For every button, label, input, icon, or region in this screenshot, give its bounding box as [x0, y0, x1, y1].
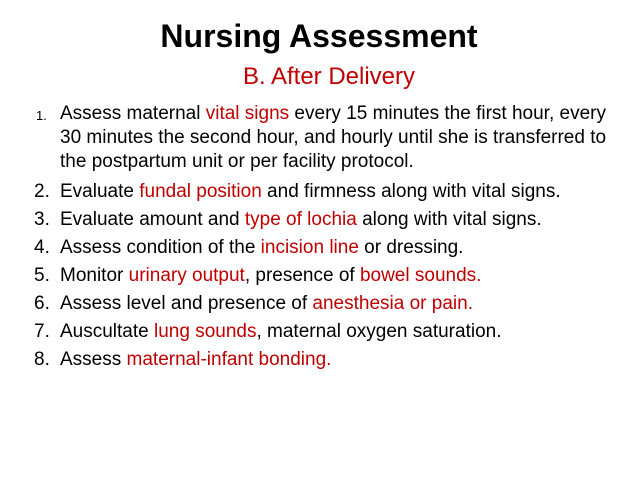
- item-text: Evaluate amount and: [60, 209, 245, 230]
- list-item-8: [34, 348, 624, 372]
- item-text: , maternal oxygen saturation.: [256, 321, 502, 342]
- item-highlight: bowel sounds.: [359, 265, 482, 286]
- item-text: Assess: [60, 349, 127, 370]
- item-text: , presence of: [244, 265, 360, 286]
- item-highlight: urinary output: [128, 265, 245, 286]
- item-text: Assess level and presence of: [60, 293, 313, 314]
- list-item-2: [34, 180, 624, 204]
- item-text: along with vital signs.: [356, 209, 542, 230]
- list-item-4: [34, 236, 624, 260]
- item-number: 3.: [34, 209, 50, 230]
- item-number: 8.: [34, 349, 50, 370]
- item-text: Assess condition of the: [60, 237, 261, 258]
- assessment-list: [34, 102, 624, 376]
- item-text: Monitor: [60, 265, 129, 286]
- item-text: every 15 minutes the first hour, every 30 minutes the second hour, and hourly until she is transferred to the postpartum unit or per facility protocol.: [60, 103, 607, 172]
- slide-subtitle: B. After Delivery: [242, 63, 416, 90]
- item-highlight: incision line: [260, 237, 359, 258]
- slide-title: Nursing Assessment: [160, 18, 478, 54]
- item-number: 7.: [34, 321, 50, 342]
- item-highlight: type of lochia: [244, 209, 357, 230]
- item-highlight: anesthesia or pain.: [312, 293, 473, 314]
- item-number: 4.: [34, 237, 50, 258]
- item-number: 2.: [34, 181, 50, 202]
- list-item-1: [34, 102, 624, 174]
- list-item-7: [34, 320, 624, 344]
- item-text: or dressing.: [358, 237, 464, 258]
- item-highlight: lung sounds: [154, 321, 257, 342]
- item-text: Auscultate: [60, 321, 154, 342]
- list-item-5: [34, 264, 624, 288]
- item-highlight: fundal position: [139, 181, 262, 202]
- item-highlight: vital signs: [205, 103, 290, 124]
- item-text: and firmness along with vital signs.: [261, 181, 561, 202]
- item-number: 1.: [36, 108, 47, 123]
- item-highlight: maternal-infant bonding.: [126, 349, 332, 370]
- item-number: 6.: [34, 293, 50, 314]
- item-text: Assess maternal: [60, 103, 206, 124]
- list-item-3: [34, 208, 624, 232]
- item-number: 5.: [34, 265, 50, 286]
- list-item-6: [34, 292, 624, 316]
- item-text: Evaluate: [60, 181, 140, 202]
